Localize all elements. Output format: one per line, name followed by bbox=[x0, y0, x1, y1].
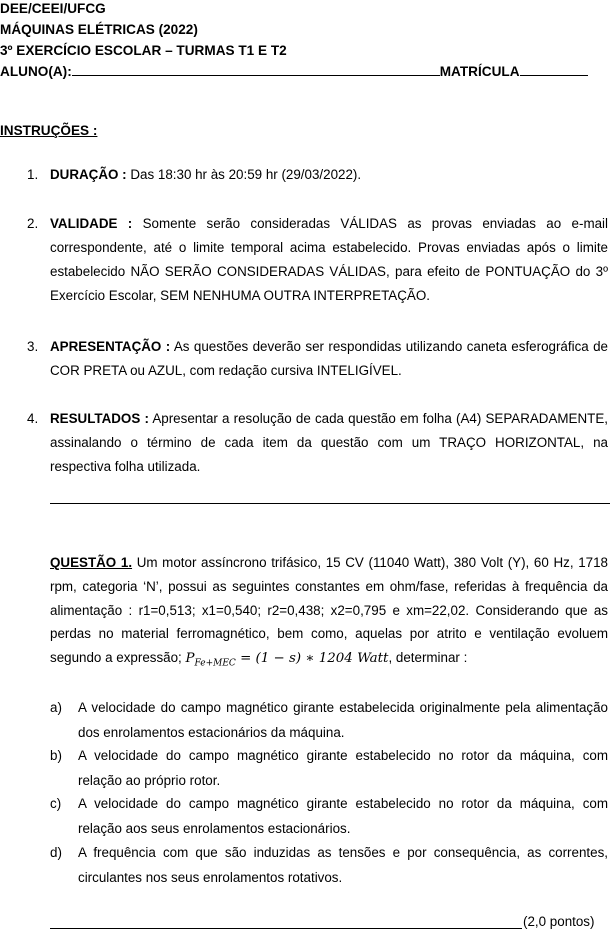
question-item-a: A velocidade do campo magnético girante estabelecida originalmente pela alimentação dos enrolamentos estacionários da máquina. bbox=[78, 700, 608, 740]
instruction-duration: DURAÇÃO : Das 18:30 hr às 20:59 hr (29/03/2022). bbox=[50, 167, 362, 182]
header-student-line bbox=[0, 61, 612, 82]
question-item-d: A frequência com que são induzidas as tensões e por consequência, as correntes, circulantes nos seus enrolamentos rotativos. bbox=[78, 845, 608, 885]
instruction-validity: VALIDADE : Somente serão consideradas VÁLIDAS as provas enviadas ao e-mail correspondente, até o limite temporal acima estabelecido. Provas enviadas após o limite estabelecido NÃO SERÃO CONSIDERADAS VÁLIDAS, para efeito de PONTUAÇÃO do 3º Exercício Escolar, SEM NENHUMA OUTRA INTERPRETAÇÃO. bbox=[50, 216, 608, 303]
loss-formula: $P_{Fe+MEC} = (1 - s)$ ∗ 1204 Watt bbox=[185, 651, 389, 669]
item-label: b) bbox=[50, 748, 62, 763]
question-1-statement: QUESTÃO 1. Um motor assíncrono trifásico, 15 CV (11040 Watt), 380 Volt (Y), 60 Hz, 1718 rpm, categoria ‘N’, possui as seguintes constantes em ohm/fase, referidas à frequência da alimentação : r1=0,513; x1=0,540; r2=0,438; x2=0,795 e xm=22,02. Considerando que as perdas no material ferromagnético, bem como, aquelas por atrito e ventilação evoluem segundo a expressão; $P_{Fe+MEC} = (1 - s)$ ∗ 1204 Watt, determinar : bbox=[50, 555, 609, 669]
matricula-label: MATRÍCULA bbox=[439, 64, 520, 79]
item-label: d) bbox=[50, 845, 62, 860]
question-1-title: QUESTÃO 1. bbox=[50, 555, 133, 570]
question-item-b: A velocidade do campo magnético girante estabelecido no rotor da máquina, com relação ao próprio rotor. bbox=[78, 748, 608, 788]
matricula-blank bbox=[520, 62, 588, 76]
student-label: ALUNO(A): bbox=[0, 64, 72, 79]
instruction-presentation: APRESENTAÇÃO : As questões deverão ser respondidas utilizando caneta esferográfica de COR PRETA ou AZUL, com redação cursiva INTELIGÍVEL. bbox=[50, 339, 608, 378]
header-course: MÁQUINAS ELÉTRICAS (2022) bbox=[0, 22, 198, 37]
instructions-title: INSTRUÇÕES : bbox=[0, 123, 98, 138]
header-institution: DEE/CEEI/UFCG bbox=[0, 1, 106, 16]
student-name-blank bbox=[72, 62, 440, 76]
instruction-number: 2. bbox=[27, 216, 39, 231]
answer-line bbox=[50, 928, 522, 929]
question-item-c: A velocidade do campo magnético girante estabelecido no rotor da máquina, com relação aos seus enrolamentos estacionários. bbox=[78, 796, 608, 836]
section-divider bbox=[50, 503, 610, 504]
instruction-number: 4. bbox=[27, 411, 39, 426]
instruction-number: 1. bbox=[27, 167, 39, 182]
item-label: c) bbox=[50, 796, 62, 811]
item-label: a) bbox=[50, 700, 62, 715]
header-exam: 3º EXERCÍCIO ESCOLAR – TURMAS T1 E T2 bbox=[0, 43, 287, 58]
question-points: (2,0 pontos) bbox=[523, 914, 595, 929]
instruction-results: RESULTADOS : Apresentar a resolução de cada questão em folha (A4) SEPARADAMENTE, assinalando o término de cada item da questão com um TRAÇO HORIZONTAL, na respectiva folha utilizada. bbox=[50, 411, 608, 474]
instruction-number: 3. bbox=[27, 339, 39, 354]
